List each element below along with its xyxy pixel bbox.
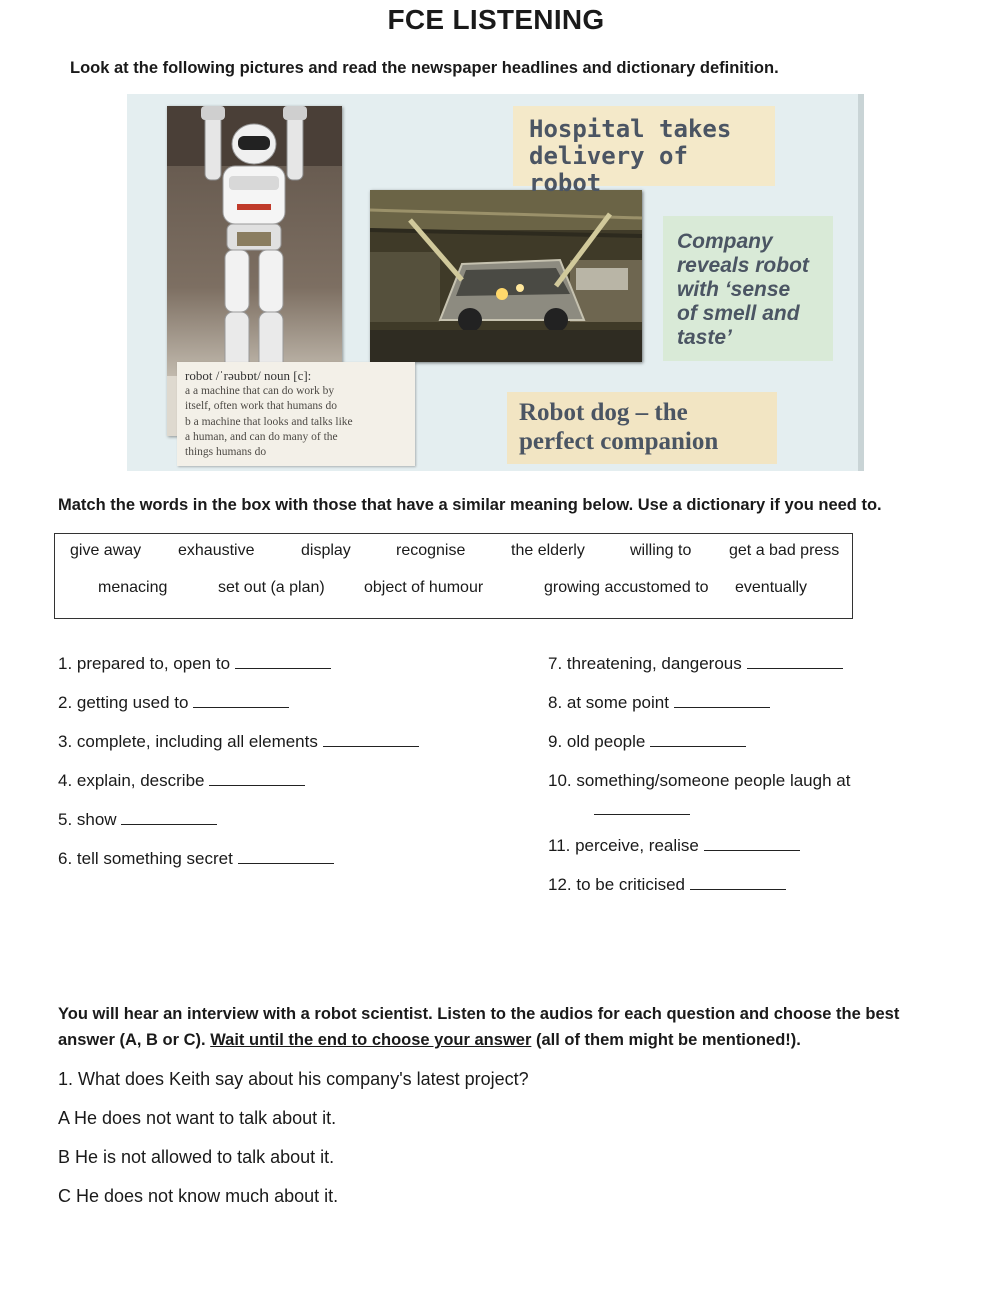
dictionary-line: things humans do (185, 446, 267, 459)
dictionary-line: a human, and can do many of the (185, 430, 338, 443)
listening-question: 1. What does Keith say about his company's latest project? (58, 1069, 529, 1089)
headline-line: with ‘sense (677, 278, 791, 301)
answer-option-a[interactable]: A He does not want to talk about it. (58, 1108, 337, 1128)
word-box (54, 533, 853, 619)
answer-blank[interactable] (747, 654, 843, 669)
page-edge-shadow (858, 94, 864, 471)
headline-line: Company (677, 230, 773, 253)
answer-blank[interactable] (235, 654, 331, 669)
match-instruction: Match the words in the box with those that have a similar meaning below. Use a dictionary if you need to. (58, 496, 882, 514)
answer-blank[interactable] (704, 836, 800, 851)
dictionary-line: a a machine that can do work by (185, 385, 335, 397)
word-item: eventually (735, 579, 808, 596)
question-text: 6. tell something secret (58, 849, 233, 868)
dictionary-line: itself, often work that humans do (185, 400, 338, 413)
page-title: FCE LISTENING (387, 4, 605, 35)
word-item: recognise (396, 542, 466, 559)
match-question (58, 654, 331, 674)
headline-line: Hospital takes (529, 115, 732, 143)
word-item: set out (a plan) (218, 579, 325, 596)
dictionary-line: b a machine that looks and talks like (185, 415, 353, 428)
headline-line: taste’ (677, 326, 732, 349)
headline-line: reveals robot (677, 254, 809, 277)
question-text: 12. to be criticised (548, 875, 686, 894)
word-item: exhaustive (178, 542, 255, 559)
headline-line: of smell and (677, 302, 800, 325)
match-question (548, 654, 843, 674)
match-question (548, 693, 770, 713)
headline-company (663, 216, 833, 361)
question-text: 1. prepared to, open to (58, 654, 231, 673)
word-item: give away (70, 542, 142, 559)
listening-instruction-underlined: Wait until the end to choose your answer (210, 1031, 532, 1049)
question-text: 2. getting used to (58, 693, 189, 712)
match-question (58, 849, 334, 869)
question-text: 8. at some point (548, 693, 669, 712)
listening-instruction-part1: You will hear an interview with a robot scientist. Listen to the audios for each question and choose the best answer (A, B or C). (58, 1005, 900, 1049)
factory-illustration (370, 190, 642, 362)
answer-blank[interactable] (690, 875, 786, 890)
match-question-blank-row (594, 800, 690, 820)
question-text: 4. explain, describe (58, 771, 205, 790)
answer-blank[interactable] (209, 771, 305, 786)
question-text: 9. old people (548, 732, 646, 751)
question-text: 5. show (58, 810, 117, 829)
answer-blank[interactable] (323, 732, 419, 747)
word-item: the elderly (511, 542, 585, 559)
match-question (58, 693, 289, 713)
headline-line: perfect companion (519, 428, 719, 455)
factory-photo (370, 190, 642, 362)
question-text: 11. perceive, realise (548, 836, 699, 855)
word-item: get a bad press (729, 542, 840, 559)
answer-blank[interactable] (238, 849, 334, 864)
match-question (58, 732, 419, 752)
listening-instruction-part2: (all of them might be mentioned!). (535, 1031, 801, 1049)
headline-robot-dog (507, 392, 777, 464)
word-item: willing to (630, 542, 692, 559)
word-item: object of humour (364, 579, 484, 596)
word-item: growing accustomed to (544, 579, 709, 596)
headline-hospital (513, 106, 775, 197)
answer-option-c[interactable]: C He does not know much about it. (58, 1186, 339, 1206)
answer-blank[interactable] (193, 693, 289, 708)
match-question (548, 771, 850, 791)
answer-blank[interactable] (594, 800, 690, 815)
word-item: menacing (98, 579, 168, 596)
question-text: 3. complete, including all elements (58, 732, 318, 751)
word-item: display (301, 542, 351, 559)
answer-option-b[interactable]: B He is not allowed to talk about it. (58, 1147, 335, 1167)
match-question (58, 810, 217, 830)
dictionary-headword: robot /ˈrəubɒt/ noun [c]: (185, 368, 312, 383)
question-text: 10. something/someone people laugh at (548, 771, 851, 790)
question-text: 7. threatening, dangerous (548, 654, 742, 673)
listening-instruction (58, 1001, 918, 1053)
headline-line: delivery of robot (529, 142, 688, 197)
answer-blank[interactable] (121, 810, 217, 825)
match-question (548, 875, 786, 895)
intro-instruction: Look at the following pictures and read the newspaper headlines and dictionary definition. (70, 59, 779, 77)
headline-line: Robot dog – the (519, 399, 688, 426)
illustration-panel (127, 94, 864, 471)
match-question (58, 771, 305, 791)
match-question (548, 732, 746, 752)
answer-blank[interactable] (674, 693, 770, 708)
dictionary-definition (177, 362, 415, 466)
answer-blank[interactable] (650, 732, 746, 747)
match-question (548, 836, 800, 856)
